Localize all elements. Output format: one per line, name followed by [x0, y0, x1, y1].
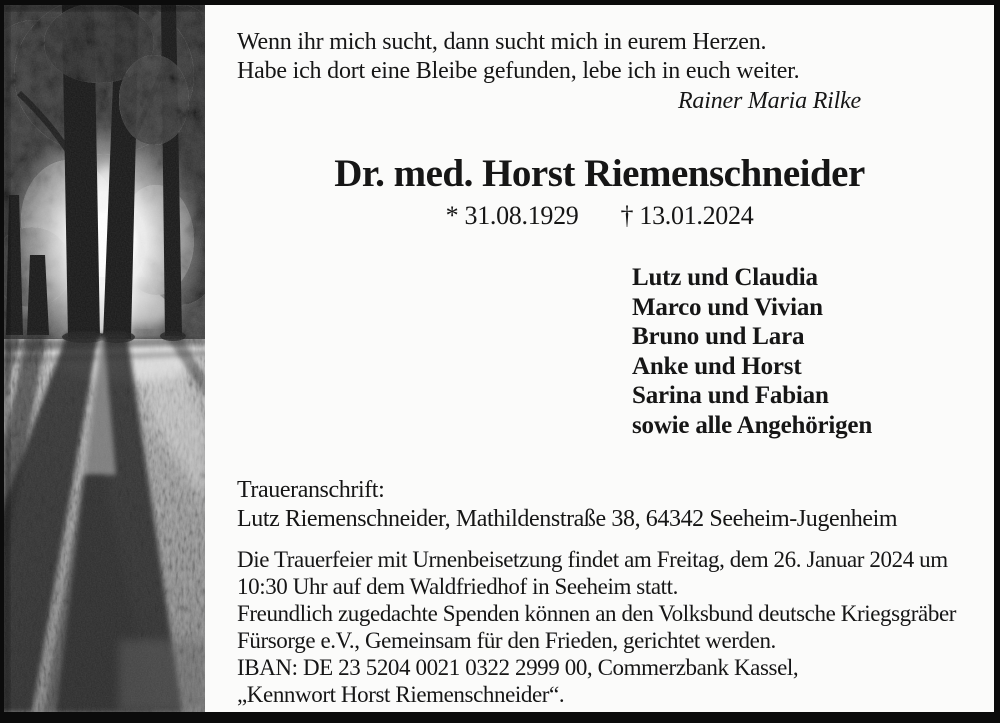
quote-attribution: Rainer Maria Rilke	[677, 88, 861, 114]
notice-body	[205, 5, 994, 712]
quote-line-2: Habe ich dort eine Bleibe gefunden, lebe ich in euch weiter.	[237, 58, 800, 84]
contact-block	[237, 476, 897, 533]
contact-address: Lutz Riemenschneider, Mathildenstraße 38, 64342 Seeheim-Jugenheim	[237, 505, 898, 532]
birth-date: * 31.08.1929	[445, 201, 579, 230]
service-line-1: Die Trauerfeier mit Urnenbeisetzung findet am Freitag, dem 26. Januar 2024 um	[237, 547, 948, 572]
quote-line-1: Wenn ihr mich sucht, dann sucht mich in eurem Herzen.	[237, 29, 767, 55]
life-dates	[205, 201, 994, 231]
photo-vignette-left	[4, 5, 10, 712]
mourner-line: Bruno und Lara	[632, 323, 805, 350]
service-line-2: 10:30 Uhr auf dem Waldfriedhof in Seeheim statt.	[237, 574, 678, 600]
donation-line-1: Freundlich zugedachte Spenden können an den Volksbund deutsche Kriegsgräber	[237, 601, 957, 627]
deceased-name: Dr. med. Horst Riemenschneider	[334, 152, 865, 195]
photo-vignette-top	[4, 5, 205, 11]
mourner-line: Sarina und Fabian	[632, 382, 829, 409]
funeral-details	[237, 546, 956, 709]
memorial-quote	[237, 28, 865, 116]
mourner-line: Marco und Vivian	[632, 293, 823, 321]
donation-line-2: Fürsorge e.V., Gemeinsam für den Frieden, gerichtet werden.	[237, 628, 776, 654]
mourner-line: Anke und Horst	[632, 352, 802, 380]
mourners-list	[632, 263, 872, 440]
iban-line: IBAN: DE 23 5204 0021 0322 2999 00, Commerzbank Kassel,	[237, 655, 799, 681]
death-date: † 13.01.2024	[620, 201, 754, 230]
mourner-line: Lutz und Claudia	[632, 264, 818, 291]
mourner-line: sowie alle Angehörigen	[632, 411, 873, 439]
photo-grain	[4, 5, 205, 712]
memorial-photo	[4, 5, 205, 712]
contact-label: Traueranschrift:	[237, 477, 385, 503]
keyword-line: „Kennwort Horst Riemenschneider“.	[237, 682, 565, 708]
